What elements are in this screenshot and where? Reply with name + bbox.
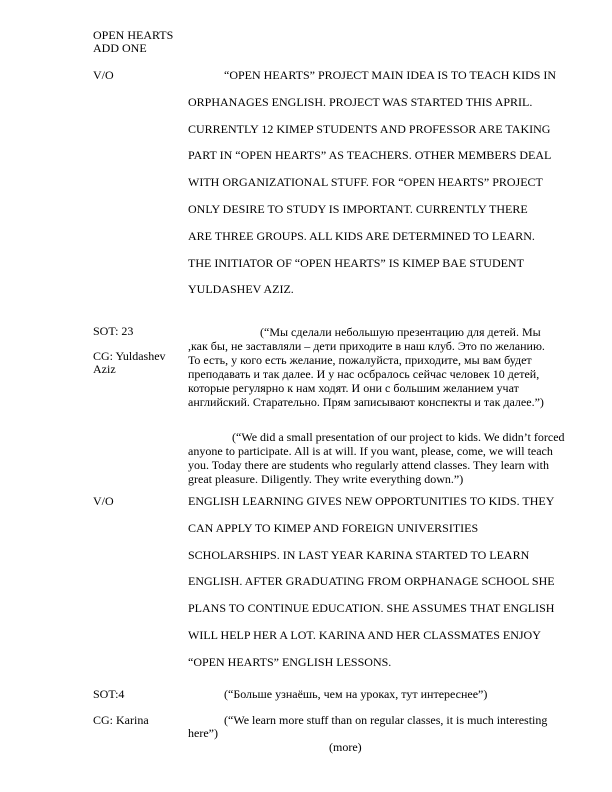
- ru-line: ,как бы, не заставляли – дети приходите в наш клуб. Это по желанию.: [188, 339, 545, 353]
- english-translation-2-line1: (“We learn more stuff than on regular classes, it is much interesting: [224, 713, 548, 727]
- english-translation-1: [188, 430, 565, 486]
- vo1-line: “OPEN HEARTS” PROJECT MAIN IDEA IS TO TEACH KIDS IN: [224, 68, 557, 82]
- vo-text-2: [188, 495, 580, 683]
- ru-line: (“Мы сделали небольшую презентацию для детей. Мы: [260, 325, 541, 339]
- vo1-line: CURRENTLY 12 KIMEP STUDENTS AND PROFESSOR ARE TAKING: [188, 121, 551, 136]
- slug-title: OPEN HEARTS: [93, 28, 174, 42]
- english-translation-2-line2: here”): [188, 726, 218, 740]
- ru-line: преподавать и так далее. И у нас осбралось сейчас человек 10 детей,: [188, 367, 540, 381]
- vo-label-1: V/O: [93, 68, 114, 82]
- russian-quote-1: [188, 325, 545, 409]
- ru-line: которые регулярно к нам ходят. И они с большим желанием учат: [188, 381, 519, 395]
- ru-line: То есть, у кого есть желание, пожалуйста, приходите, мы вам будет: [188, 353, 532, 367]
- vo2-line: WILL HELP HER A LOT. KARINA AND HER CLASSMATES ENJOY: [188, 627, 541, 642]
- vo2-line: ENGLISH. AFTER GRADUATING FROM ORPHANAGE SCHOOL SHE: [188, 574, 555, 589]
- vo1-line: THE INITIATOR OF “OPEN HEARTS” IS KIMEP BAE STUDENT: [188, 255, 524, 270]
- sot-label-2: SOT:4: [93, 687, 125, 701]
- vo2-line: CAN APPLY TO KIMEP AND FOREIGN UNIVERSITIES: [188, 520, 479, 535]
- en-line: great pleasure. Diligently. They write everything down.”): [188, 472, 464, 486]
- more-indicator: (more): [329, 740, 362, 754]
- cg-label-2: CG: Karina: [93, 713, 149, 727]
- slug-subtitle: ADD ONE: [93, 41, 147, 55]
- vo-label-2: V/O: [93, 494, 114, 508]
- vo2-line: PLANS TO CONTINUE EDUCATION. SHE ASSUMES THAT ENGLISH: [188, 601, 555, 616]
- vo1-line: ORPHANAGES ENGLISH. PROJECT WAS STARTED THIS APRIL.: [188, 94, 533, 109]
- ru-line: английский. Старательно. Прям записывают конспекты и так далее.”): [188, 395, 544, 409]
- en-line: you. Today there are students who regularly attend classes. They learn with: [188, 458, 549, 472]
- vo1-line: PART IN “OPEN HEARTS” AS TEACHERS. OTHER MEMBERS DEAL: [188, 148, 552, 163]
- cg-label-1-line1: CG: Yuldashev: [93, 349, 166, 363]
- vo1-line: ARE THREE GROUPS. ALL KIDS ARE DETERMINED TO LEARN.: [188, 228, 535, 243]
- vo2-line: ENGLISH LEARNING GIVES NEW OPPORTUNITIES TO KIDS. THEY: [188, 494, 555, 508]
- sot-label-1: SOT: 23: [93, 324, 134, 338]
- vo1-line: ONLY DESIRE TO STUDY IS IMPORTANT. CURRENTLY THERE: [188, 201, 528, 216]
- en-line: (“We did a small presentation of our project to kids. We didn’t forced: [232, 430, 565, 444]
- vo1-line: YULDASHEV AZIZ.: [188, 282, 294, 297]
- en-line: anyone to participate. All is at will. If you want, please, come, we will teach: [188, 444, 553, 458]
- russian-quote-2: (“Больше узнаёшь, чем на уроках, тут интереснее”): [224, 687, 488, 701]
- cg-label-1-line2: Aziz: [93, 362, 116, 376]
- vo2-line: SCHOLARSHIPS. IN LAST YEAR KARINA STARTED TO LEARN: [188, 547, 530, 562]
- vo-text-1: [188, 69, 580, 310]
- vo2-line: “OPEN HEARTS” ENGLISH LESSONS.: [188, 654, 392, 669]
- vo1-line: WITH ORGANIZATIONAL STUFF. FOR “OPEN HEARTS” PROJECT: [188, 175, 543, 190]
